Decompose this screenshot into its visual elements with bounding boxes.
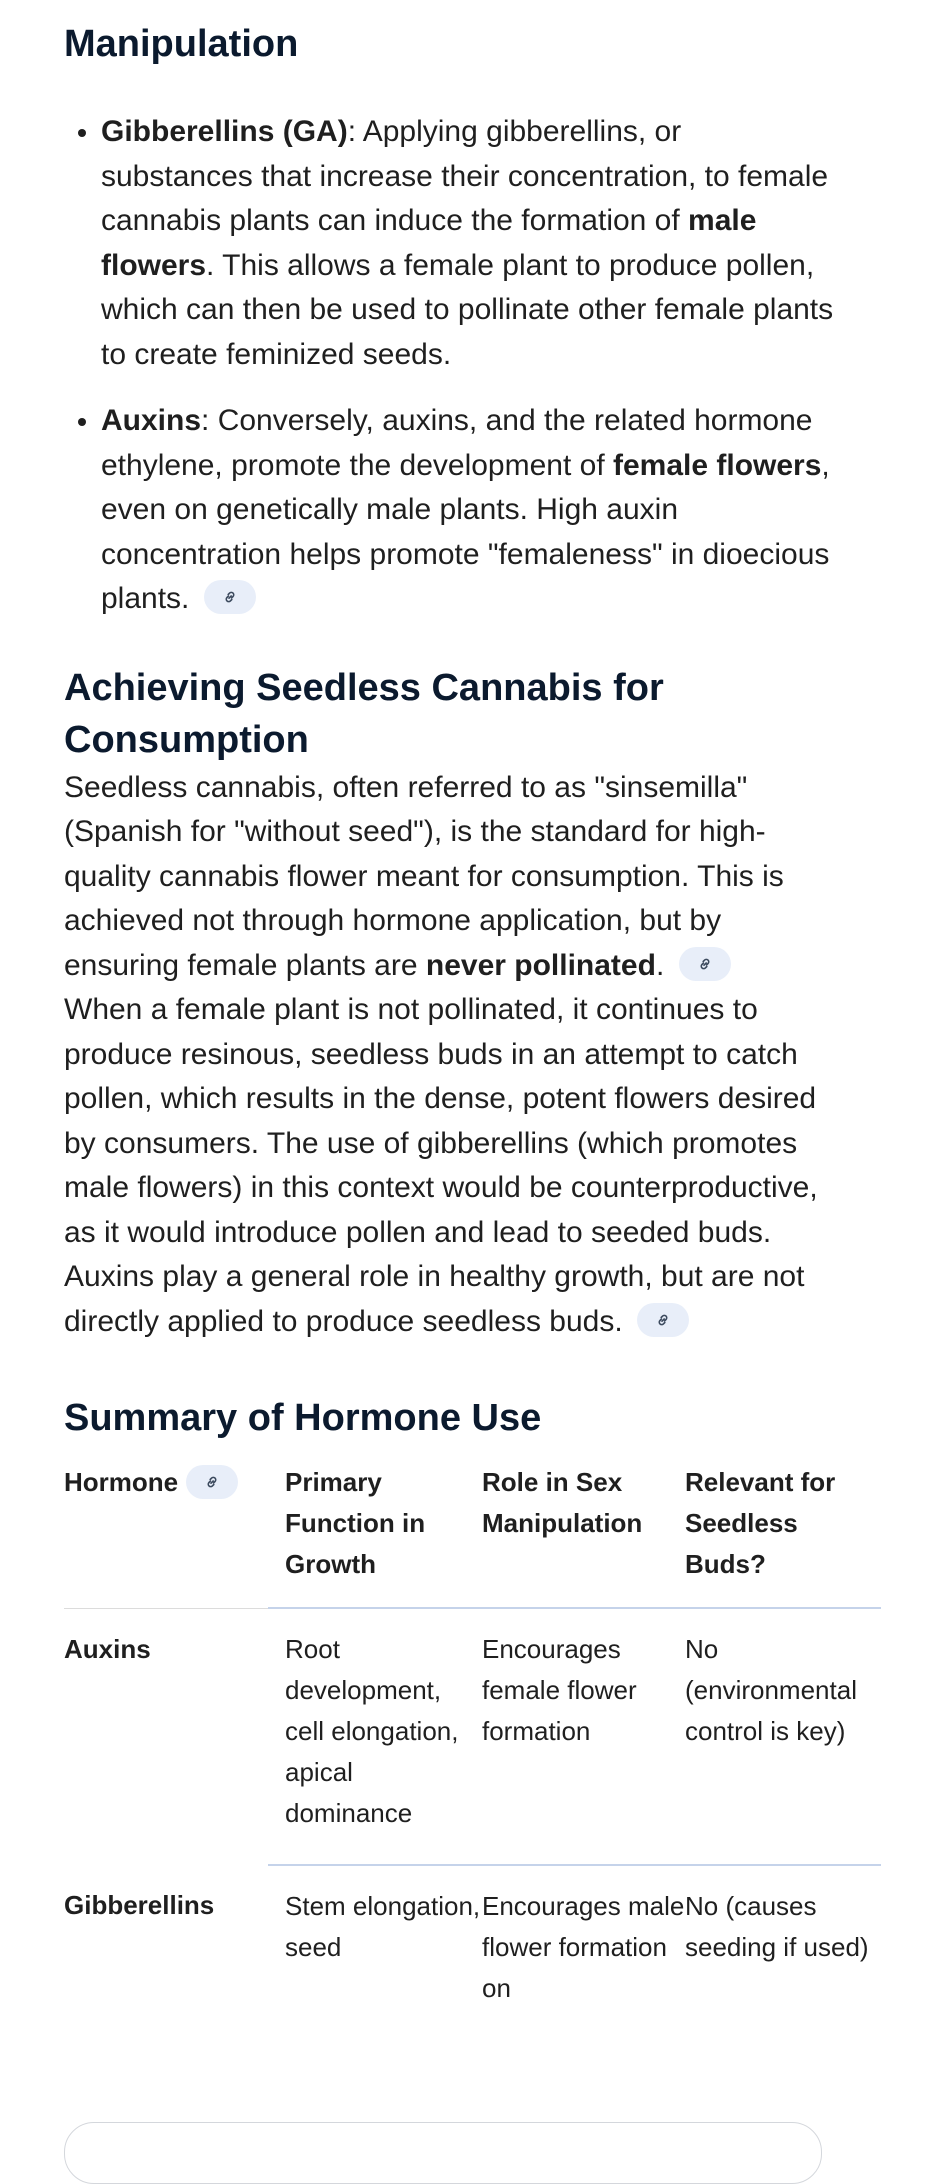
column-header-hormone [64,1462,268,1608]
table-cell: Encourages male flower formation on [482,1891,685,2003]
column-header-function: Primary Function in Growth [268,1462,482,1608]
paragraph-text: Seedless cannabis, often referred to as "sinsemilla" (Spanish for "without seed"), is the standard for high-quality cannabis flower meant for consumption. This is achieved not through hormone application, but by ensuring female plants are [64,770,784,982]
table-header-row [64,1462,881,1608]
term-gibberellins: Gibberellins (GA) [101,115,348,148]
table-cell-hormone: Auxins [64,1633,151,1664]
list-item-text: , even on genetically male plants. High auxin concentration helps promote "femaleness" in dioecious plants. [101,448,830,615]
list-item-text: . This allows a female plant to produce pollen, which can then be used to pollinate other female plants to create feminized seeds. [101,248,834,371]
paragraph-text: When a female plant is not pollinated, it continues to produce resinous, seedless buds in an attempt to catch pollen, which results in the dense, potent flowers desired by consumers. The use of gibberellins (which promotes male flowers) in this context would be counterproductive, as it would introduce pollen and lead to seeded buds. Auxins play a general role in healthy growth, but are not directly applied to produce seedless buds. [64,993,818,1338]
paragraph-text: . [655,948,665,982]
table-cell: No (causes seeding if used) [685,1891,869,1962]
link-icon [697,956,713,972]
bold-male-flowers: male flowers [101,204,757,282]
hormone-table-scroll[interactable] [64,1462,869,2039]
response-content [64,0,869,2039]
hormone-table [64,1462,881,2039]
source-link-chip[interactable] [679,947,731,981]
source-link-chip[interactable] [204,580,256,614]
paragraph-not-pollinated [64,988,834,1344]
source-link-chip[interactable] [637,1303,689,1337]
term-auxins: Auxins [101,404,202,437]
section-heading-manipulation: Manipulation [64,23,299,65]
link-icon [204,1474,220,1490]
section-heading-summary: Summary of Hormone Use [64,1397,542,1439]
table-cell-hormone: Gibberellins [64,1890,215,1920]
table-cell: Encourages female flower formation [482,1608,685,1865]
paragraph-sinsemilla [64,766,834,989]
list-item-auxins [101,399,834,622]
table-row [64,1865,881,2039]
bold-never-pollinated: never pollinated [425,948,656,982]
column-header-role: Role in Sex Manipulation [482,1462,685,1608]
table-cell: Stem elongation, seed [285,1891,481,1962]
section-heading-seedless: Achieving Seedless Cannabis for Consumption [64,666,664,761]
table-cell: Root development, cell elongation, apical dominance [268,1608,482,1865]
table-cell: No (environmental control is key) [685,1608,881,1865]
column-header-label: Hormone [64,1467,179,1497]
input-bar-edge[interactable] [64,2122,822,2184]
list-item-gibberellins [101,110,834,377]
source-link-chip[interactable] [186,1465,238,1499]
link-icon [222,589,238,605]
list-item-text: : Applying gibberellins, or substances that increase their concentration, to female cannabis plants can induce the formation of [101,115,829,237]
table-row [64,1608,881,1865]
column-header-relevant: Relevant for Seedless Buds? [685,1462,881,1608]
link-icon [655,1312,671,1328]
list-item-text: : Conversely, auxins, and the related hormone ethylene, promote the development of [101,404,813,482]
bold-female-flowers: female flowers [613,448,822,482]
manipulation-list [64,110,834,622]
